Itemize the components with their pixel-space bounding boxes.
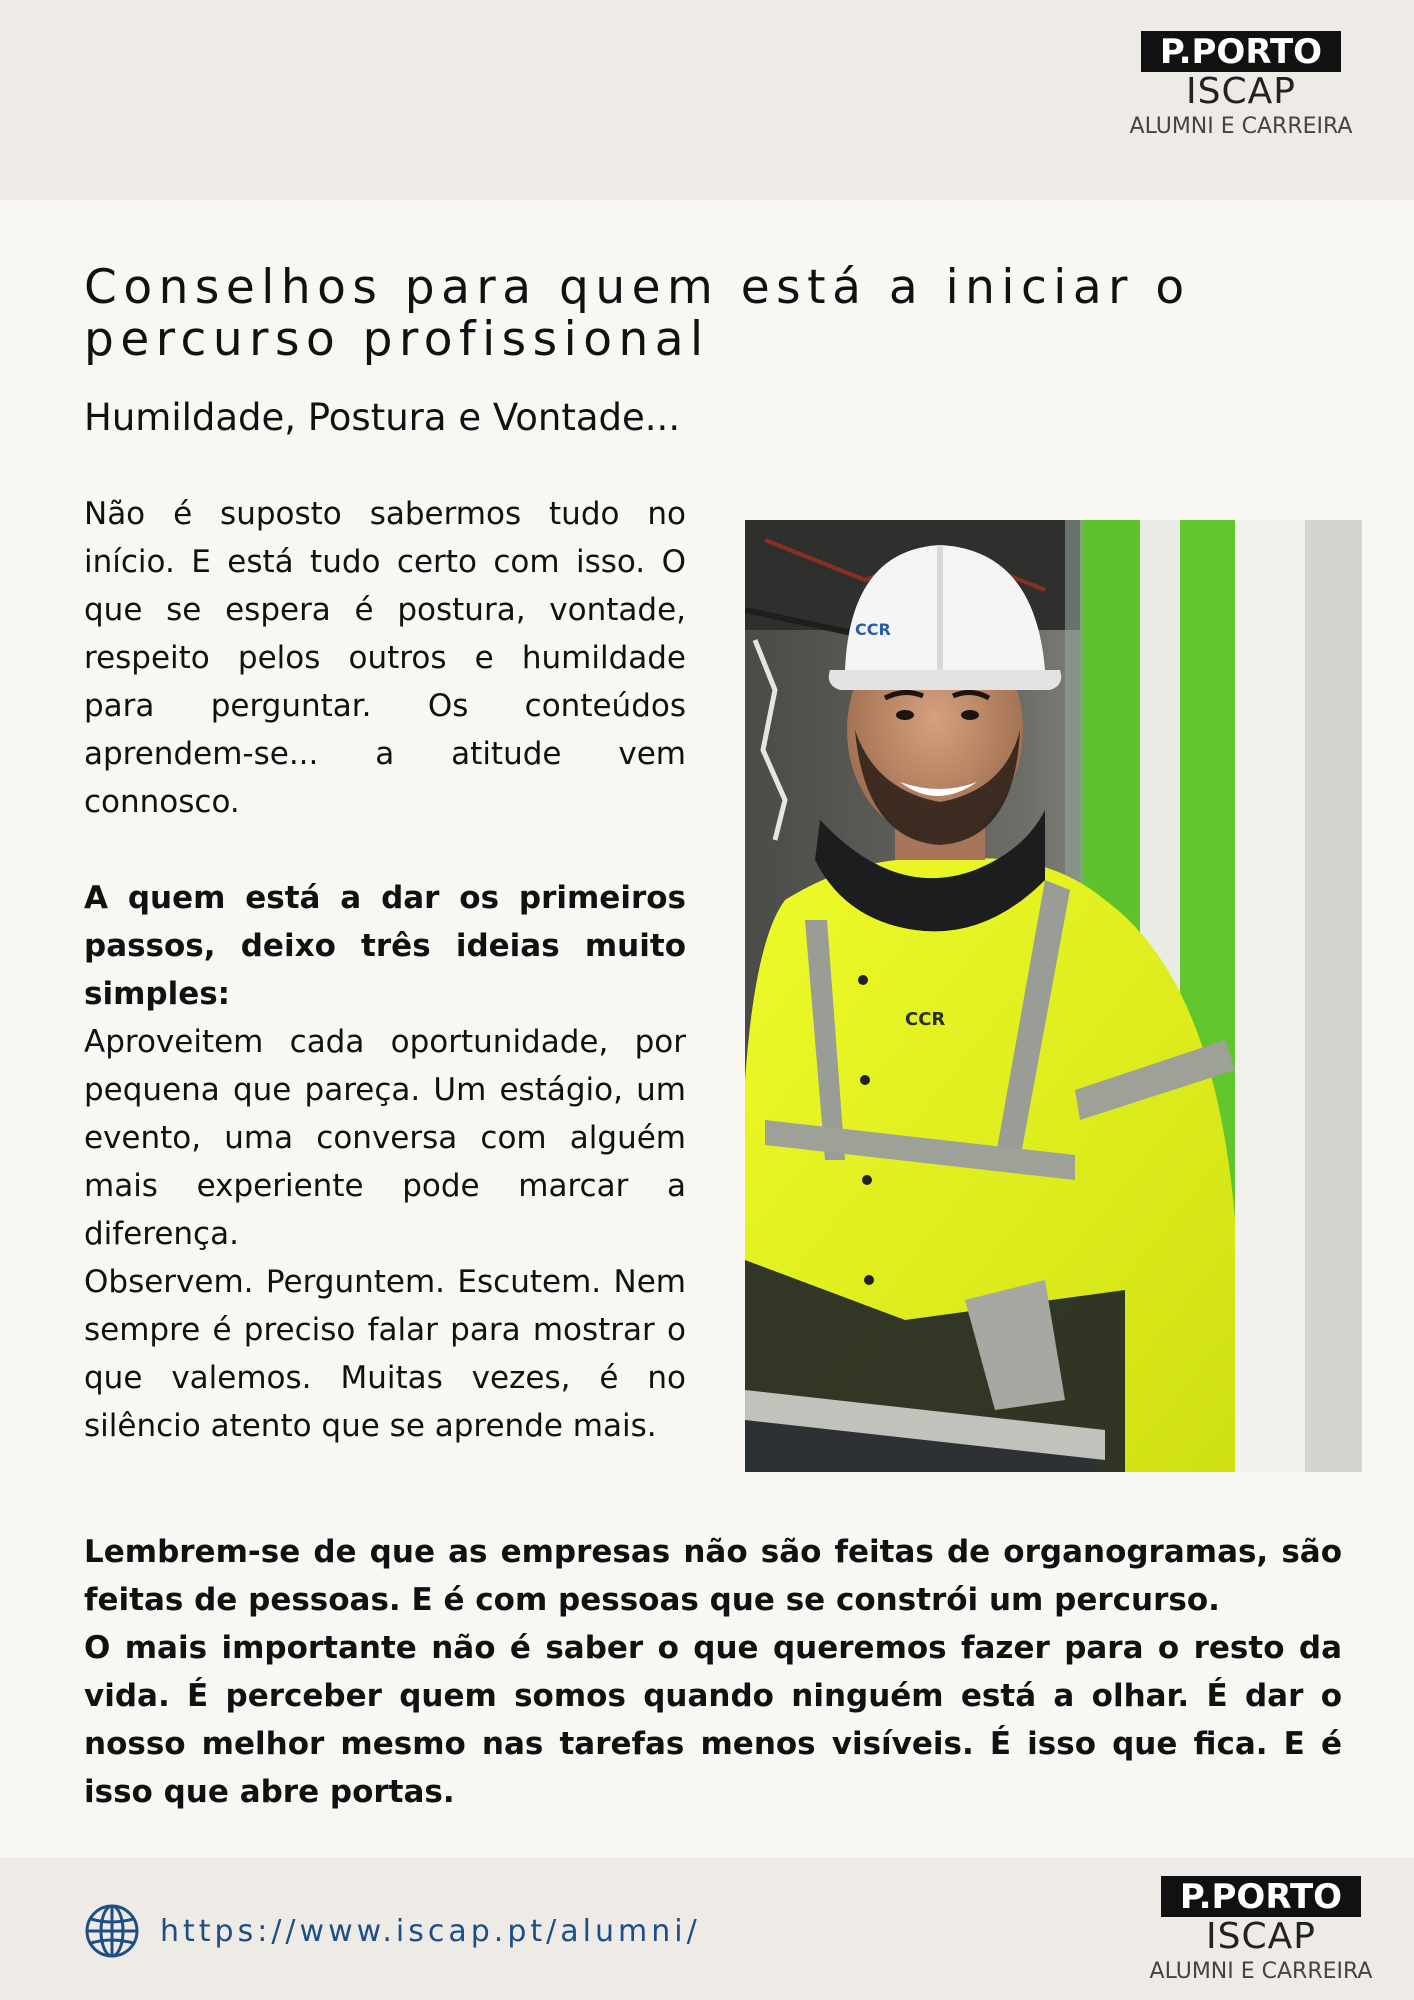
portrait-photo [745, 520, 1362, 1472]
page-title: Conselhos para quem está a iniciar o percurso profissional [84, 260, 1191, 367]
footer-url-row[interactable] [84, 1903, 701, 1959]
intro-paragraph: Não é suposto sabermos tudo no início. E está tudo certo com isso. O que se espera é postura, vontade, respeito pelos outros e humildade para perguntar. Os conteúdos aprendem-se... a atitude vem connosco. [84, 496, 686, 820]
left-column-text [84, 490, 686, 1450]
header-logo [1126, 31, 1356, 140]
page-subtitle: Humildade, Postura e Vontade... [84, 396, 681, 439]
helmet-logo: CCR [855, 620, 891, 639]
globe-icon [84, 1903, 140, 1959]
footer-url-link[interactable]: https://www.iscap.pt/alumni/ [160, 1913, 701, 1949]
logo-iscap-text: ISCAP [1141, 72, 1341, 112]
idea-1-paragraph: Aproveitem cada oportunidade, por pequena que pareça. Um estágio, um evento, uma conversa com alguém mais experiente pode marcar a diferença. [84, 1024, 686, 1252]
jacket-logo: CCR [905, 1009, 946, 1030]
footer-logo [1146, 1876, 1376, 1985]
idea-2-paragraph: Observem. Perguntem. Escutem. Nem sempre é preciso falar para mostrar o que valemos. Muitas vezes, é no silêncio atento que se aprende mais. [84, 1264, 686, 1444]
logo-alumni-text: ALUMNI E CARREIRA [1129, 113, 1353, 139]
ideas-heading: A quem está a dar os primeiros passos, deixo três ideias muito simples: [84, 880, 686, 1012]
closing-paragraph-2: O mais importante não é saber o que queremos fazer para o resto da vida. É perceber quem somos quando ninguém está a olhar. É dar o nosso melhor mesmo nas tarefas menos visíveis. É isso que fica. E é isso que abre portas. [84, 1630, 1342, 1810]
logo-pporto-text: P.PORTO [1141, 31, 1341, 72]
closing-paragraph-1: Lembrem-se de que as empresas não são feitas de organogramas, são feitas de pessoas. E é com pessoas que se constrói um percurso. [84, 1534, 1342, 1618]
logo-iscap-text: ISCAP [1161, 1917, 1361, 1957]
logo-pporto-text: P.PORTO [1161, 1876, 1361, 1917]
closing-text [84, 1528, 1342, 1816]
logo-alumni-text: ALUMNI E CARREIRA [1149, 1958, 1373, 1984]
